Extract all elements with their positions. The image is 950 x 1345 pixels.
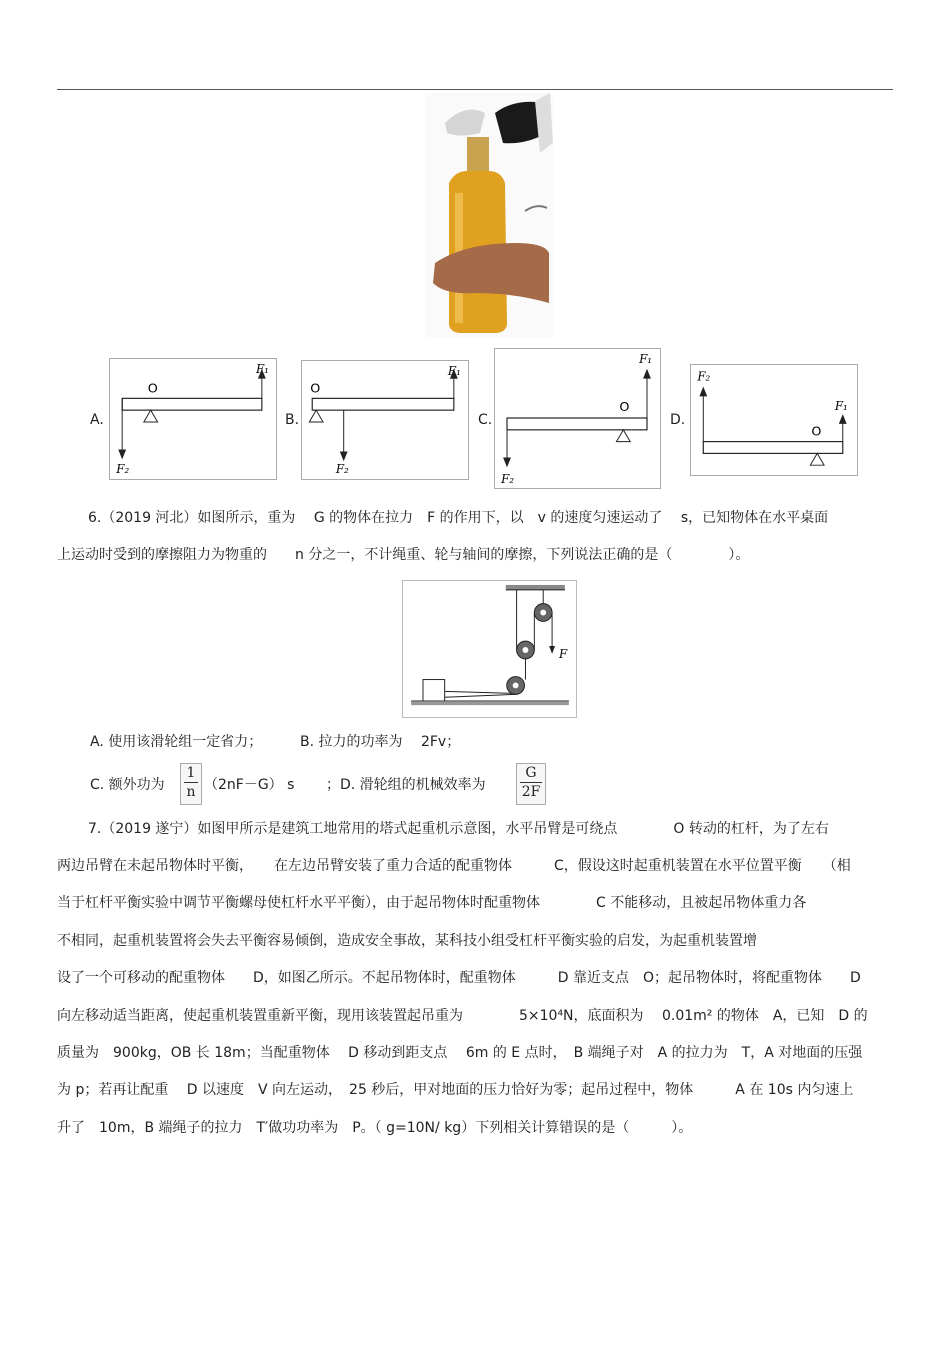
lever-diagram-b: [301, 360, 469, 480]
svg-text:F₂: F₂: [697, 369, 711, 384]
fraction-denominator: 2F: [521, 784, 541, 800]
q7-line-2: 两边吊臂在未起吊物体时平衡， 在左边吊臂安装了重力合适的配重物体 C，假设这时起重机装置在水平位置平衡 （相: [57, 858, 851, 874]
bottle-opener-photo: [425, 93, 553, 337]
q6-option-c-suffix: （2nF－G） s: [204, 777, 295, 793]
option-c-label: C.: [478, 412, 493, 428]
pulley-system-figure: [402, 580, 577, 718]
svg-text:F₂: F₂: [116, 462, 130, 477]
fraction-numerator: 1: [186, 765, 196, 781]
lever-diagram-c: [494, 348, 661, 489]
q7-line-7: 质量为 900kg，OB 长 18m；当配重物体 D 移动到距支点 6m 的 E 点时， B 端绳子对 A 的拉力为 T，A 对地面的压强: [57, 1045, 863, 1061]
lever-diagram-d: [690, 364, 858, 476]
option-d-label: D.: [670, 412, 686, 428]
q7-line-1: 7.（2019 遂宁）如图甲所示是建筑工地常用的塔式起重机示意图，水平吊臂是可绕点 O 转动的杠杆，为了左右: [88, 821, 829, 837]
q7-line-9: 升了 10m，B 端绳子的拉力 T′做功功率为 P。（ g=10N/ kg）下列相关计算错误的是（ ）。: [57, 1120, 693, 1136]
svg-text:O: O: [811, 424, 822, 440]
svg-text:F₂: F₂: [501, 472, 515, 487]
option-b-label: B.: [285, 412, 300, 428]
fraction-denominator: n: [186, 784, 196, 800]
q6-line-1: 6.（2019 河北）如图所示，重为 G 的物体在拉力 F 的作用下，以 v 的速度匀速运动了 s，已知物体在水平桌面: [88, 510, 829, 526]
q6-option-d-fraction: [516, 763, 546, 805]
pivot-o-label: O: [147, 381, 158, 397]
q7-line-5: 设了一个可移动的配重物体 D，如图乙所示。不起吊物体时，配重物体 D 靠近支点 O；起吊物体时，将配重物体 D: [57, 970, 861, 986]
q6-option-c-fraction: [180, 763, 202, 805]
svg-text:O: O: [619, 400, 630, 416]
svg-text:F₁: F₁: [255, 361, 269, 376]
fraction-bar: [184, 782, 198, 783]
q7-line-4: 不相同，起重机装置将会失去平衡容易倾倒，造成安全事故，某科技小组受杠杆平衡实验的启发，为起重机装置增: [57, 933, 757, 949]
q6-option-c-prefix: C. 额外功为: [90, 777, 165, 793]
q7-line-6: 向左移动适当距离，使起重机装置重新平衡，现用该装置起吊重为 5×10⁴N，底面积为 0.01m² 的物体 A，已知 D 的: [57, 1008, 868, 1024]
q7-line-8: 为 p；若再让配重 D 以速度 V 向左运动， 25 秒后，甲对地面的压力恰好为零；起吊过程中，物体 A 在 10s 内匀速上: [57, 1082, 854, 1098]
svg-text:F₂: F₂: [335, 462, 349, 477]
header-rule: [57, 89, 893, 90]
svg-text:F₁: F₁: [639, 351, 653, 366]
lever-diagram-a: [109, 358, 277, 480]
q6-option-b: B. 拉力的功率为 2Fv；: [300, 734, 461, 750]
q6-option-d-prefix: ；D. 滑轮组的机械效率为: [326, 777, 486, 793]
fraction-numerator: G: [525, 765, 537, 781]
q7-line-3: 当于杠杆平衡实验中调节平衡螺母使杠杆水平平衡），由于起吊物体时配重物体 C 不能移动，且被起吊物体重力各: [57, 895, 807, 911]
q6-line-2: 上运动时受到的摩擦阻力为物重的 n 分之一，不计绳重、轮与轴间的摩擦，下列说法正确的是（ ）。: [57, 547, 750, 563]
svg-text:F₁: F₁: [447, 363, 461, 378]
option-a-label: A.: [90, 412, 104, 428]
force-f-label: F: [558, 646, 568, 661]
fraction-bar: [520, 782, 542, 783]
svg-text:F₁: F₁: [834, 399, 848, 414]
svg-text:O: O: [310, 381, 321, 397]
q6-option-a: A. 使用该滑轮组一定省力；: [90, 734, 263, 750]
